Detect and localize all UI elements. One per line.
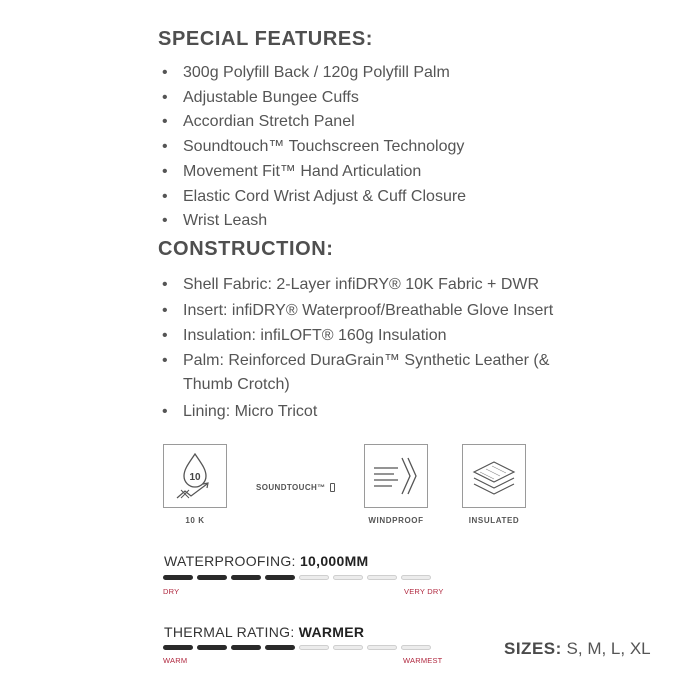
soundtouch-label: SOUNDTOUCH™ — [256, 483, 326, 492]
meter-segment — [163, 645, 193, 650]
waterproofing-title — [164, 553, 369, 569]
thermal-max-label: WARMEST — [403, 656, 443, 665]
meter-segment — [333, 575, 363, 580]
sizes — [504, 639, 651, 659]
list-item: • Soundtouch™ Touchscreen Technology — [162, 135, 466, 160]
list-item: • Insulation: infiLOFT® 160g Insulation — [162, 323, 592, 349]
meter-segment — [299, 575, 329, 580]
waterproofing-min-label: DRY — [163, 587, 180, 596]
windproof-badge — [364, 444, 428, 508]
list-item: • Adjustable Bungee Cuffs — [162, 86, 466, 111]
meter-segment — [197, 645, 227, 650]
thermal-meter — [163, 645, 431, 650]
meter-segment — [197, 575, 227, 580]
sizes-label: SIZES: — [504, 639, 562, 658]
insulation-layers-icon — [466, 448, 522, 504]
soundtouch-badge — [256, 483, 335, 492]
meter-segment — [265, 575, 295, 580]
meter-segment — [367, 575, 397, 580]
meter-segment — [163, 575, 193, 580]
special-features-list — [162, 61, 466, 234]
list-item: • Insert: infiDRY® Waterproof/Breathable Glove Insert — [162, 298, 592, 324]
sizes-values: S, M, L, XL — [566, 639, 651, 658]
insulated-caption: INSULATED — [468, 516, 520, 525]
phone-icon — [330, 483, 335, 492]
waterproofing-max-label: VERY DRY — [404, 587, 444, 596]
thermal-label: THERMAL RATING: — [164, 624, 295, 640]
list-item: • Shell Fabric: 2-Layer infiDRY® 10K Fabric + DWR — [162, 272, 592, 298]
thermal-title — [164, 624, 364, 640]
wind-icon — [368, 448, 424, 504]
list-item: • Elastic Cord Wrist Adjust & Cuff Closure — [162, 185, 466, 210]
meter-segment — [333, 645, 363, 650]
meter-segment — [265, 645, 295, 650]
waterproofing-value: 10,000MM — [299, 553, 369, 569]
thermal-min-label: WARM — [163, 656, 188, 665]
meter-segment — [231, 645, 261, 650]
construction-title: CONSTRUCTION: — [158, 238, 334, 260]
tenk-caption: 10 K — [185, 516, 205, 525]
tenk-number: 10 — [189, 472, 201, 483]
windproof-caption: WINDPROOF — [368, 516, 424, 525]
meter-segment — [401, 645, 431, 650]
insulated-badge — [462, 444, 526, 508]
list-item: • Palm: Reinforced DuraGrain™ Synthetic Leather (& Thumb Crotch) — [162, 349, 593, 399]
list-item: • Movement Fit™ Hand Articulation — [162, 160, 466, 185]
meter-segment — [401, 575, 431, 580]
construction-list — [162, 272, 592, 424]
waterproof-drop-icon — [167, 448, 223, 504]
tenk-badge — [163, 444, 227, 508]
list-item: • Accordian Stretch Panel — [162, 110, 466, 135]
meter-segment — [299, 645, 329, 650]
list-item: • Lining: Micro Tricot — [162, 399, 592, 425]
thermal-value: WARMER — [298, 624, 365, 640]
list-item: • Wrist Leash — [162, 209, 466, 234]
waterproofing-label: WATERPROOFING: — [164, 553, 296, 569]
meter-segment — [231, 575, 261, 580]
waterproofing-meter — [163, 575, 431, 580]
special-features-title: SPECIAL FEATURES: — [158, 28, 374, 50]
list-item: • 300g Polyfill Back / 120g Polyfill Palm — [162, 61, 466, 86]
meter-segment — [367, 645, 397, 650]
